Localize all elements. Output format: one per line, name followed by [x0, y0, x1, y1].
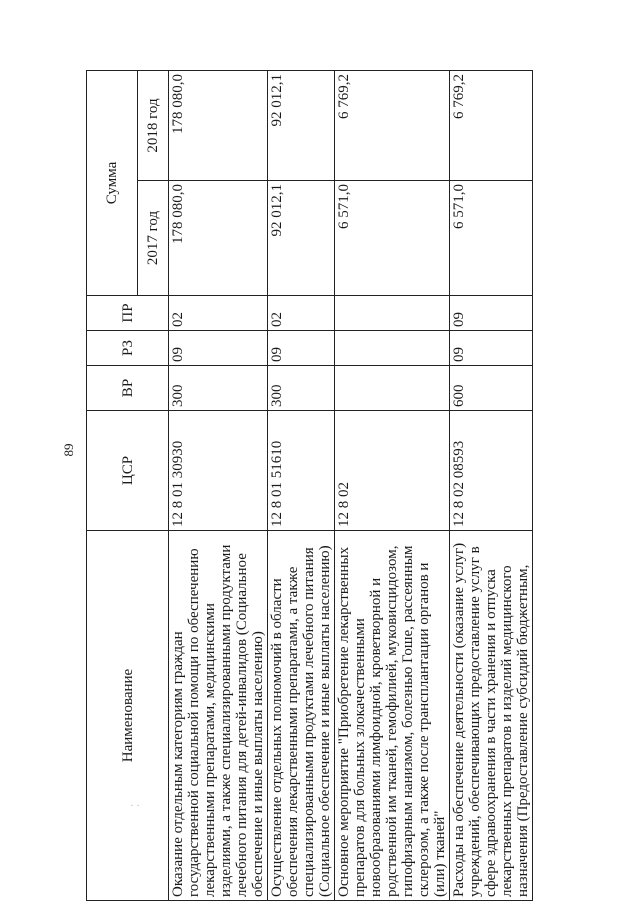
- budget-table: [86, 70, 533, 901]
- budget-table-rotated: [86, 71, 531, 901]
- row-sum-2018: 6 769,2: [450, 70, 533, 180]
- row-name: Оказание отдельным категориям граждан государственной социальной помощи по обеспечению лекарственными препаратами, медицинскими изделиями, а также специализированными продуктами лечебного питания для детей-инвалидов (Социальное обеспечение и иные выплаты населению): [169, 531, 268, 901]
- table-row: [450, 70, 533, 900]
- row-csr: 12 8 01 51610: [268, 411, 335, 531]
- col-header-pr: ПР: [87, 296, 169, 331]
- col-header-rz: РЗ: [87, 331, 169, 366]
- row-vr: [335, 366, 450, 411]
- row-vr: 300: [169, 366, 268, 411]
- row-rz: 09: [268, 331, 335, 366]
- col-header-name: Наименование: [87, 531, 169, 901]
- table-row: [268, 70, 335, 900]
- row-vr: 300: [268, 366, 335, 411]
- row-csr: 12 8 01 30930: [169, 411, 268, 531]
- col-header-2017: 2017 год: [138, 181, 169, 296]
- table-row: [169, 70, 268, 900]
- col-header-vr: ВР: [87, 366, 169, 411]
- row-pr: 09: [450, 296, 533, 331]
- page-number: 89: [61, 443, 76, 457]
- row-pr: 02: [169, 296, 268, 331]
- row-sum-2017: 6 571,0: [335, 181, 450, 296]
- row-rz: [335, 331, 450, 366]
- col-header-sum: Сумма: [87, 70, 138, 295]
- row-sum-2017: 92 012,1: [268, 181, 335, 296]
- row-vr: 600: [450, 366, 533, 411]
- row-pr: [335, 296, 450, 331]
- row-sum-2018: 6 769,2: [335, 70, 450, 180]
- row-csr: 12 8 02 08593: [450, 411, 533, 531]
- row-rz: 09: [450, 331, 533, 366]
- row-sum-2018: 178 080,0: [169, 70, 268, 180]
- col-header-csr: ЦСР: [87, 411, 169, 531]
- row-sum-2017: 178 080,0: [169, 181, 268, 296]
- col-header-2018: 2018 год: [138, 70, 169, 180]
- scan-mark: · ·: [130, 800, 141, 812]
- row-rz: 09: [169, 331, 268, 366]
- row-sum-2018: 92 012,1: [268, 70, 335, 180]
- row-pr: 02: [268, 296, 335, 331]
- row-csr: 12 8 02: [335, 411, 450, 531]
- row-sum-2017: 6 571,0: [450, 181, 533, 296]
- row-name: Расходы на обеспечение деятельности (оказание услуг) учреждений, обеспечивающих предоставление услуг в сфере здравоохранения в части хранения и отпуска лекарственных препаратов и изделий медицинского назначения (Предоставление субсидий бюджетным,: [450, 531, 533, 901]
- row-name: Основное мероприятие "Приобретение лекарственных препаратов для больных злокачественными новообразованиями лимфоидной, кроветворной и родственной им тканей, гемофилией, муковисцидозом, гипофизарным нанизмом, болезнью Гоше, рассеянным склерозом, а также после трансплантации органов и (или) тканей": [335, 531, 450, 901]
- row-name: Осуществление отдельных полномочий в области обеспечения лекарственными препаратами, а также специализированными продуктами лечебного питания (Социальное обеспечение и иные выплаты населению): [268, 531, 335, 901]
- table-row: [335, 70, 450, 900]
